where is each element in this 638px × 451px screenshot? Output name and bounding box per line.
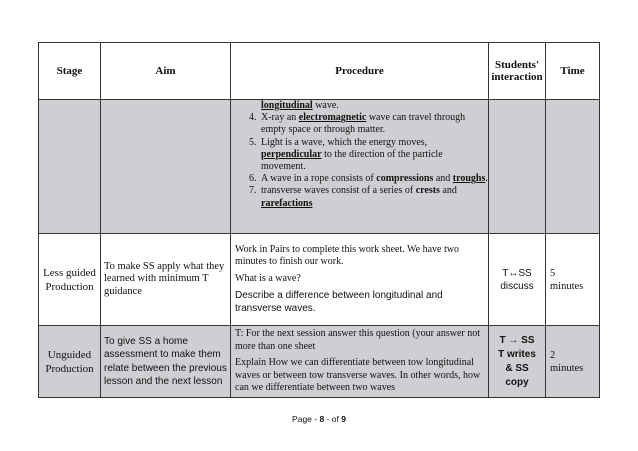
header-row <box>39 43 600 100</box>
text: wave can travel through empty space or through matter. <box>261 112 466 136</box>
time-cell <box>546 326 600 398</box>
interaction-cell <box>489 100 546 234</box>
text: transverse waves consist of a series of <box>261 185 416 197</box>
header-aim: Aim <box>101 43 231 100</box>
text: . <box>485 173 488 185</box>
interaction-cell <box>489 326 546 398</box>
text: A wave in a rope consists of <box>261 173 377 185</box>
text: to the direction of the particle movement. <box>261 148 443 173</box>
stage-cell <box>39 100 101 234</box>
term: rarefactions <box>261 197 313 209</box>
text: X-ray an <box>261 112 299 124</box>
page-footer <box>0 414 638 424</box>
interaction-mode: T → SS <box>499 334 535 346</box>
table-row <box>39 326 600 398</box>
table-row <box>39 234 600 326</box>
list-item <box>259 137 488 174</box>
text: Light is a wave, which the energy moves, <box>261 136 428 148</box>
table-row <box>39 100 600 234</box>
time-value: 5 <box>550 267 556 279</box>
interaction-mode: T↔SS <box>502 267 532 279</box>
page-number: 8 <box>319 414 325 424</box>
procedure-text: T: For the next session answer this question (your answer not more than one sheet <box>235 328 481 352</box>
footer-separator: - of <box>324 414 342 424</box>
interaction-activity: discuss <box>500 280 534 292</box>
aim-cell <box>101 326 231 398</box>
term: troughs <box>452 173 486 185</box>
stage-cell <box>39 234 101 326</box>
time-cell <box>546 100 600 234</box>
term: compressions <box>376 173 434 185</box>
aim-text: To give SS a home assessment to make them relate between the previous lesson and the next lesson <box>104 335 227 387</box>
procedure-cell <box>231 234 489 326</box>
stage-label: Less guided Production <box>43 266 96 293</box>
procedure-task: Describe a difference between longitudinal and transverse waves. <box>235 290 443 315</box>
procedure-question: What is a wave? <box>235 272 301 284</box>
header-procedure: Procedure <box>231 43 489 100</box>
term: perpendicular <box>261 148 322 160</box>
aim-cell <box>101 100 231 234</box>
continued-line <box>231 100 488 112</box>
term: longitudinal <box>261 100 313 111</box>
aim-cell <box>101 234 231 326</box>
list-item <box>259 173 488 185</box>
page-total: 9 <box>341 414 346 424</box>
stage-cell <box>39 326 101 398</box>
text: and <box>433 173 453 185</box>
text: wave. <box>312 100 339 111</box>
header-students-interaction: Students' interaction <box>489 43 546 100</box>
procedure-cell <box>231 100 489 234</box>
stage-label: Unguided Production <box>45 348 94 375</box>
header-stage: Stage <box>39 43 101 100</box>
interaction-activity: & SS <box>505 362 529 374</box>
interaction-activity: T writes <box>498 348 536 360</box>
time-cell <box>546 234 600 326</box>
procedure-question: Explain How we can differentiate between tow longitudinal waves or between tow transverse waves. In other words, how can we differentiate between two waves <box>235 357 481 394</box>
footer-prefix: Page - <box>292 414 320 424</box>
time-value: 2 <box>550 349 556 361</box>
text: and <box>439 185 457 197</box>
list-item <box>259 185 488 209</box>
procedure-list <box>231 112 488 210</box>
time-unit: minutes <box>550 362 584 374</box>
term: electromagnetic <box>298 112 367 124</box>
interaction-cell <box>489 234 546 326</box>
time-unit: minutes <box>550 280 584 292</box>
header-time: Time <box>546 43 600 100</box>
procedure-cell <box>231 326 489 398</box>
list-item <box>259 112 488 136</box>
interaction-activity: copy <box>505 376 529 388</box>
aim-text: To make SS apply what they learned with minimum T guidance <box>104 260 225 297</box>
procedure-text: Work in Pairs to complete this work sheet. We have two minutes to finish our work. <box>235 243 459 268</box>
term: crests <box>415 185 440 197</box>
lesson-plan-table <box>38 42 600 398</box>
